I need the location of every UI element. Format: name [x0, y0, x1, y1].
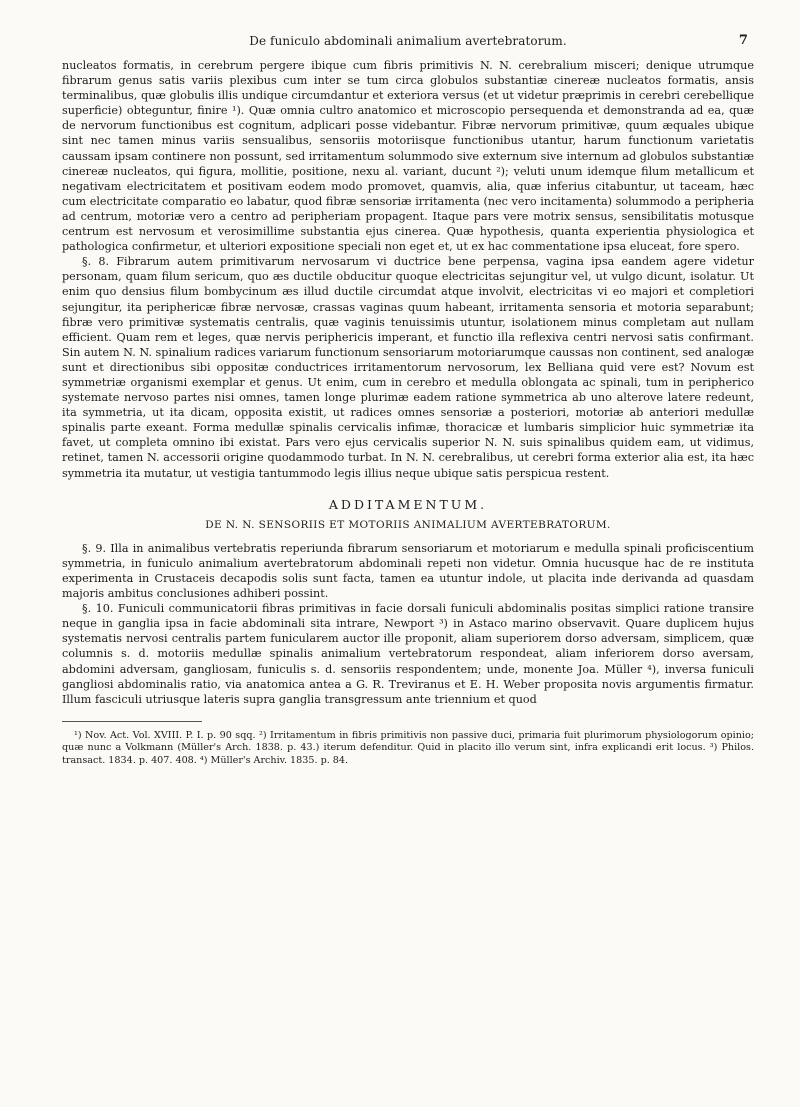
addendum-title: ADDITAMENTUM.	[328, 496, 488, 512]
paragraph-section-10: §. 10. Funiculi communicatorii fibras primitivas in facie dorsali funiculi abdominalis positas simplici ratione transire neque in ganglia ipsa in facie abdominali sita intrare, Newport ³) in Astaco marino observavit. Quare duplicem hujus systematis nervosi centralis partem funicularem auctor ille proponit, aliam superiorem dorso adversam, simplicem, quæ columnis s. d. motoriis medullæ spinalis animalium vertebratorum respondeat, aliam inferiorem dorso aversam, abdomini adversam, gangliosam, funiculis s. d. sensoriis respondentem; unde, monente Joa. Müller ⁴), inversa funiculi gangliosi abdominalis ratio, via anatomica antea a G. R. Treviranus et E. H. Weber proposita novis argumentis firmatur. Illum fasciculi utriusque lateris supra ganglia transgressum ante triennium et quod	[62, 602, 754, 706]
paragraph-section-8: §. 8. Fibrarum autem primitivarum nervosarum vi ductrice bene perpensa, vagina ipsa eandem agere videtur personam, quam filum sericum, quo æs ductile obducitur quoque electricitas sejungitur vel, ut vulgo dicunt, isolatur. Ut enim quo densius filum bombycinum æs illud ductile circumdat atque involvit, electricitas vi eo majori et completiori sejungitur, ita periphericæ fibræ nervosæ, crassas vaginas quum habeant, irritamenta sensoria et motoria separabunt; fibræ vero primitivæ systematis centralis, quæ vaginis tenuissimis utuntur, isolationem minus completam aut nullam efficient. Quam rem et leges, quæ nervis periphericis imperant, et functio illa reflexiva centri nervosi satis confirmant. Sin autem N. N. spinalium radices variarum functionum sensoriarum motoriarumque caussas non continent, sed analogæ sunt et directionibus sibi oppositæ conductrices irritamentorum nervosorum, lex Belliana quid vere est? Novum est symmetriæ organismi exemplar et genus. Ut enim, cum in cerebro et medulla oblongata ac spinali, tum in peripherico systemate nervoso partes nisi omnes, tamen longe plurimæ eadem ratione symmetrica ab uno alterove latere redeunt, ita symmetria, ut ita dicam, opposita existit, ut radices omnes sensoriæ a posteriori, motoriæ ab anteriori medullæ spinalis parte exeant. Forma medullæ spinalis cervicalis infimæ, thoracicæ et lumbaris simplicior huic symmetriæ ita favet, ut completa omnino ibi existat. Pars vero ejus cervicalis superior N. N. suis spinalibus quidem eam, ut vidimus, retinet, tamen N. accessorii origine quodammodo turbat. In N. N. cerebralibus, ut cerebri forma exterior alia est, ita hæc symmetria ita mutatur, ut vestigia tantummodo legis illius neque ubique satis perspicua restent.	[62, 255, 754, 480]
paragraph-continued: nucleatos formatis, in cerebrum pergere ibique cum fibris primitivis N. N. cerebralium misceri; denique utrumque fibrarum genus satis variis plexibus cum inter se tum circa globulos substantiæ cinereæ nucleatos formatis, ansis terminalibus, quæ globulis illis undique circumdantur et exteriora versus (et ut videtur præprimis in cerebri cerebellique superficie) obteguntur, finire ¹). Quæ omnia cultro anatomico et microscopio persequenda et demonstranda ad ea, quæ de nervorum functionibus est cognitum, adplicari posse videbantur. Fibræ nervorum primitivæ, quum æquales ubique sint nec tamen minus variis sensualibus, sensoriis motoriisque functionibus utantur, harum functionum varietatis caussam ipsam continere non possunt, sed irritamentum solummodo sive externum sive internum ad globulos substantiæ cinereæ nucleatos, qui figura, mollitie, positione, nexu al. variant, ducunt ²); veluti unum idemque filum metallicum et negativam electricitatem et positivam eodem modo promovet, quamvis, alia, quæ inferius citabuntur, ut taceam, hæc cum electricitate comparatio eo labatur, quod fibræ sensoriæ irritamenta (nec vero incitamenta) solummodo a peripheria ad centrum, motoriæ vero a centro ad peripheriam propagent. Itaque pars vere motrix sensus, sensibilitatis motusque centrum est nervosum et verosimillime substantia ejus cinerea. Quæ hypothesis, quanta experientia physiologica et pathologica confirmetur, et ulteriori expositione speciali non eget et, ut ex hac commentatione ipsa eluceat, fore spero.	[62, 59, 754, 254]
paragraph-section-9: §. 9. Illa in animalibus vertebratis reperiunda fibrarum sensoriarum et motoriarum e medulla spinali proficiscentium symmetria, in funiculo animalium avertebratorum abdominali repeti non videtur. Omnia hucusque hac de re instituta experimenta in Crustaceis decapodis solis sunt facta, tamen ea utuntur indole, ut placita inde derivanda ad quasdam majoris ambitus conclusiones adhiberi possint.	[62, 541, 754, 601]
main-text	[62, 58, 754, 707]
addendum-subtitle: DE N. N. SENSORIIS ET MOTORIIS ANIMALIUM AVERTEBRATORUM.	[205, 518, 611, 531]
footnotes	[62, 730, 754, 768]
running-head	[62, 34, 754, 56]
page-number: 7	[738, 33, 748, 48]
footnote-separator	[62, 721, 202, 722]
running-title: De funiculo abdominali animalium avertebratorum.	[249, 34, 567, 48]
footnote-block: ¹) Nov. Act. Vol. XVIII. P. I. p. 90 sqq. ²) Irritamentum in fibris primitivis non passive duci, primaria fuit plurimorum physiologorum opinio; quæ nunc a Volkmann (Müller's Arch. 1838. p. 43.) iterum defenditur. Quid in placito illo verum sint, infra explicandi erit locus. ³) Philos. transact. 1834. p. 407. 408. ⁴) Müller's Archiv. 1835. p. 84.	[62, 729, 754, 767]
